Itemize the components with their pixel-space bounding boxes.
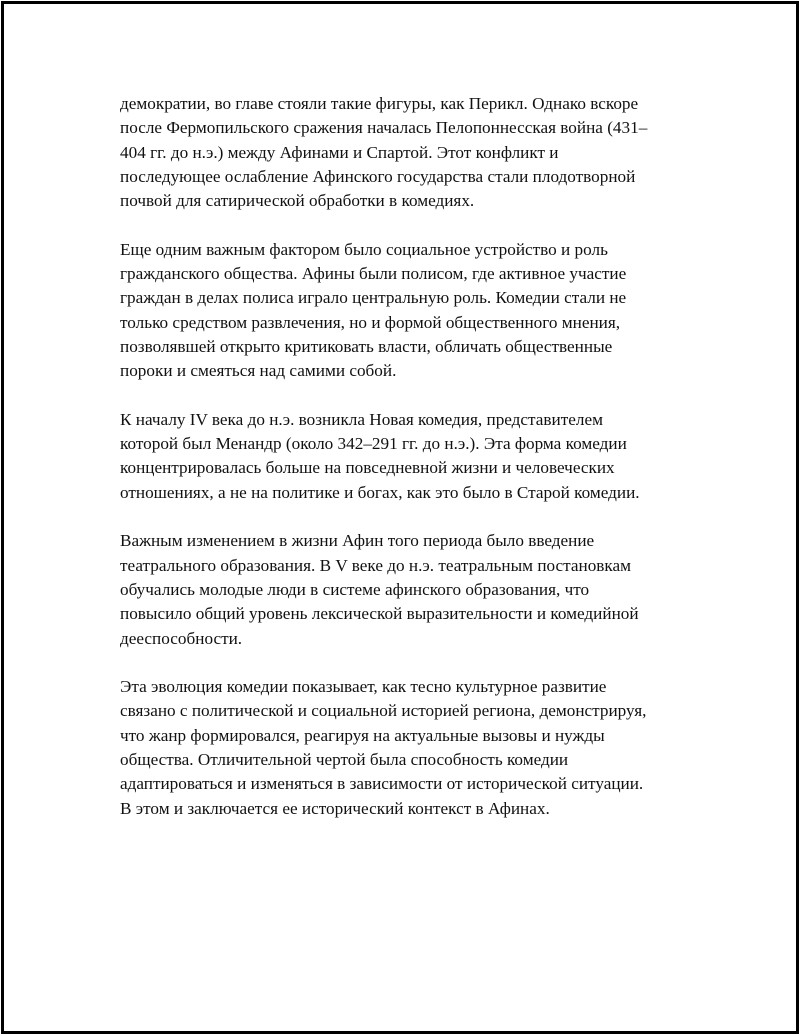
text-line: почвой для сатирической обработки в комедиях. [120, 191, 475, 211]
text-line: связано с политической и социальной историей региона, демонстрируя, [120, 701, 647, 721]
text-line: гражданского общества. Афины были полисом, где активное участие [120, 264, 627, 284]
text-line: дееспособности. [120, 628, 243, 648]
text-line: адаптироваться и изменяться в зависимости от исторической ситуации. [120, 774, 644, 794]
text-line: обучались молодые люди в системе афинского образования, что [120, 579, 590, 599]
text-line: после Фермопильского сражения началась Пелопоннесская война (431– [120, 118, 648, 138]
text-line: позволявшей открыто критиковать власти, обличать общественные [120, 336, 613, 356]
text-line: демократии, во главе стояли такие фигуры, как Перикл. Однако вскоре [120, 94, 639, 113]
text-line: В этом и заключается ее исторический контекст в Афинах. [120, 798, 550, 818]
paragraph-4 [120, 529, 700, 650]
text-line: отношениях, а не на политике и богах, как это было в Старой комедии. [120, 482, 640, 502]
paragraph-1 [120, 92, 700, 213]
text-line: только средством развлечения, но и формой общественного мнения, [120, 312, 621, 332]
text-line: Еще одним важным фактором было социальное устройство и роль [120, 239, 608, 259]
paragraph-5 [120, 675, 700, 821]
text-line: К началу IV века до н.э. возникла Новая комедия, представителем [120, 409, 603, 429]
text-line: общества. Отличительной чертой была способность комедии [120, 750, 569, 770]
page-frame [1, 1, 799, 1034]
document-body [120, 92, 700, 845]
text-line: концентрировалась больше на повседневной жизни и человеческих [120, 458, 615, 478]
text-line: повысило общий уровень лексической выразительности и комедийной [120, 604, 639, 624]
text-line: театрального образования. В V веке до н.э. театральным постановкам [120, 555, 632, 575]
text-line: Важным изменением в жизни Афин того периода было введение [120, 531, 595, 551]
text-line: пороки и смеяться над самими собой. [120, 361, 397, 381]
text-line: граждан в делах полиса играло центральную роль. Комедии стали не [120, 288, 627, 308]
text-line: которой был Менандр (около 342–291 гг. до н.э.). Эта форма комедии [120, 434, 627, 454]
paragraph-3 [120, 408, 700, 505]
text-line: Эта эволюция комедии показывает, как тесно культурное развитие [120, 677, 607, 697]
text-line: что жанр формировался, реагируя на актуальные вызовы и нужды [120, 725, 605, 745]
text-line: 404 гг. до н.э.) между Афинами и Спартой. Этот конфликт и [120, 142, 559, 162]
paragraph-2 [120, 238, 700, 384]
text-line: последующее ослабление Афинского государства стали плодотворной [120, 166, 636, 186]
